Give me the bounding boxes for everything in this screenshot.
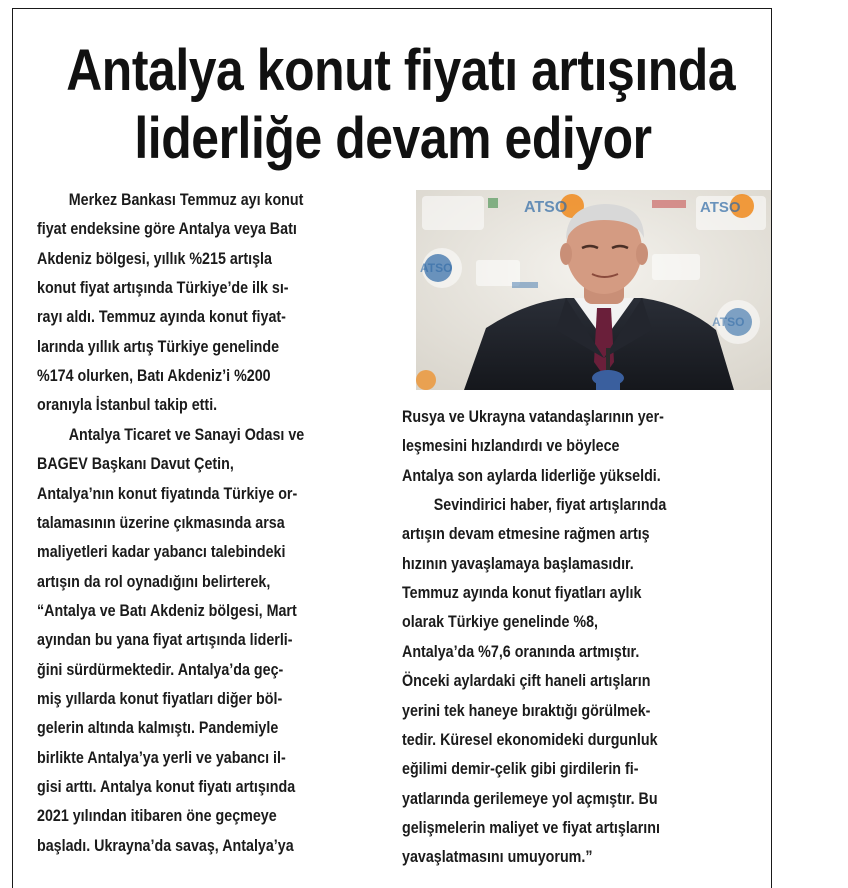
newspaper-clipping [12, 8, 772, 888]
left-column-line: ayından bu yana fiyat artışında liderli- [37, 630, 293, 650]
left-column-line: Akdeniz bölgesi, yıllık %215 artışla [37, 248, 272, 268]
left-column-line: başladı. Ukrayna’da savaş, Antalya’ya [37, 835, 294, 855]
right-column-line: Temmuz ayında konut fiyatları aylık [402, 583, 642, 603]
left-column-line: BAGEV Başkanı Davut Çetin, [37, 454, 234, 474]
left-column-line: talamasının üzerine çıkmasında arsa [37, 512, 285, 532]
speaker-tie [594, 308, 614, 376]
backdrop-logo-text-1: ATSO [524, 199, 568, 216]
left-column-line: maliyetleri kadar yabancı talebindeki [37, 542, 286, 562]
left-column-line: miş yıllarda konut fiyatları diğer böl- [37, 688, 283, 708]
right-column-line: Önceki aylardaki çift haneli artışların [402, 671, 651, 691]
left-column-line: artışın da rol oynadığını belirterek, [37, 571, 271, 591]
right-column-line: Sevindirici haber, fiyat artışlarında [402, 495, 667, 515]
right-column-line: Rusya ve Ukrayna vatandaşlarının yer- [402, 407, 664, 426]
right-column-line: Antalya’da %7,6 oranında artmıştır. [402, 641, 640, 661]
right-column-line: hızının yavaşlamaya başlamasıdır. [402, 553, 634, 573]
right-column-line: artışın devam etmesine rağmen artış [402, 524, 650, 544]
left-column-line: gelerin altında kalmıştı. Pandemiyle [37, 718, 279, 738]
left-column-line: ğini sürdürmektedir. Antalya’da geç- [37, 659, 284, 679]
right-column-line: eğilimi demir-çelik gibi girdilerin fi- [402, 759, 639, 779]
right-column-line: gelişmelerin maliyet ve fiyat artışlarını [402, 817, 660, 837]
left-column-line: gisi arttı. Antalya konut fiyatı artışında [37, 777, 296, 796]
left-column-line: fiyat endeksine göre Antalya veya Batı [37, 219, 297, 239]
left-column-line: Merkez Bankası Temmuz ayı konut [37, 190, 304, 209]
right-column-line: tedir. Küresel ekonomideki durgunluk [402, 729, 658, 749]
right-column-line: leşmesini hızlandırdı ve böylece [402, 436, 620, 456]
headline-line-2: liderliğe devam ediyor [134, 106, 652, 171]
right-column-line: yavaşlatmasını umuyorum.” [402, 847, 593, 867]
left-column-line: rayı aldı. Temmuz ayında konut fiyat- [37, 307, 286, 327]
backdrop-logo-text-3: ATSO [420, 261, 453, 275]
right-column-line: yatlarında gerilemeye yol açmıştır. Bu [402, 788, 658, 808]
left-column-line: larında yıllık artış Türkiye genelinde [37, 336, 280, 356]
left-column-line: oranıyla İstanbul takip etti. [37, 395, 218, 415]
article-column-left [37, 186, 397, 876]
right-column-line: olarak Türkiye genelinde %8, [402, 612, 599, 632]
backdrop-logo-text-4: ATSO [712, 315, 745, 329]
left-column-line: birlikte Antalya’ya yerli ve yabancı il- [37, 747, 286, 767]
article-photo [416, 190, 772, 390]
left-column-line: 2021 yılından itibaren öne geçmeye [37, 806, 277, 826]
article-column-right [402, 403, 762, 873]
right-column-line: Antalya son aylarda liderliğe yükseldi. [402, 465, 661, 485]
speaker-ear-left [560, 243, 572, 265]
headline-line-1: Antalya konut fiyatı artışında [66, 38, 736, 103]
left-column-line: %174 olurken, Batı Akdeniz’i %200 [37, 366, 271, 386]
speaker-ear-right [636, 243, 648, 265]
left-column-line: “Antalya ve Batı Akdeniz bölgesi, Mart [37, 600, 297, 620]
photo-illustration [416, 190, 772, 390]
left-column-line: Antalya’nın konut fiyatında Türkiye or- [37, 483, 298, 503]
right-column-line: yerini tek haneye bıraktığı görülmek- [402, 700, 651, 720]
backdrop-logo-text-2: ATSO [700, 199, 741, 216]
left-column-line: konut fiyat artışında Türkiye’de ilk sı- [37, 278, 289, 298]
left-column-line: Antalya Ticaret ve Sanayi Odası ve [37, 424, 305, 444]
